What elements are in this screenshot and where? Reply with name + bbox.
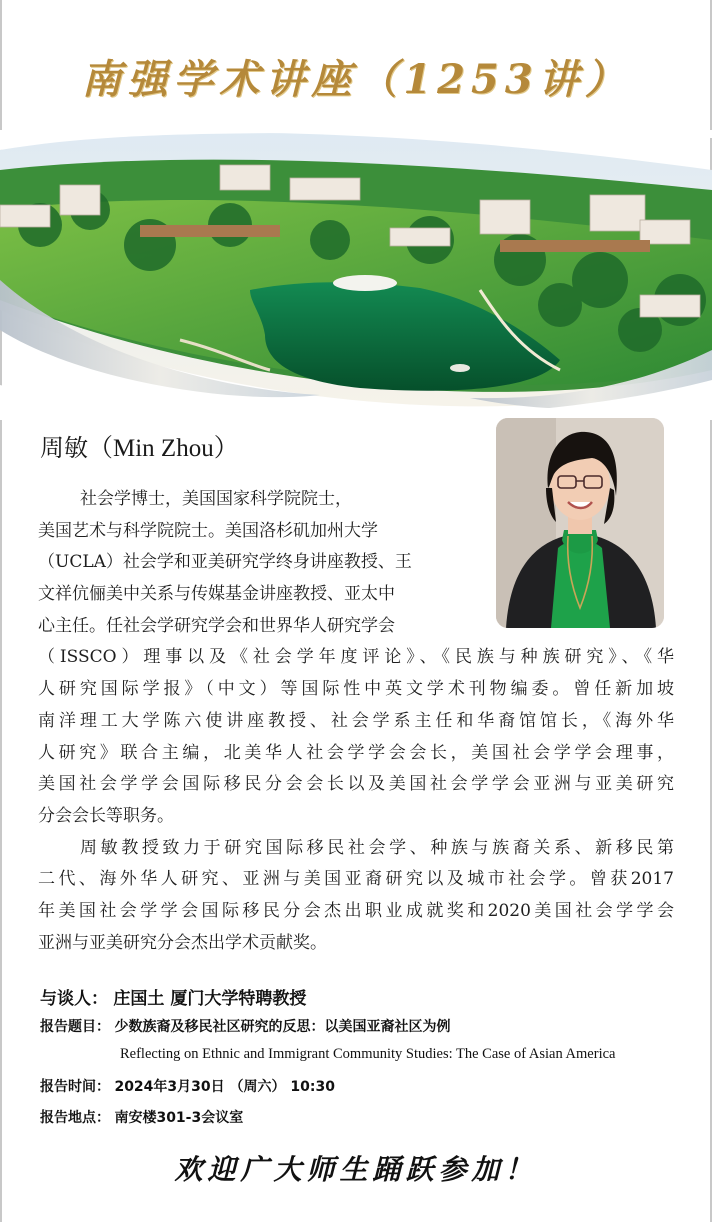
place-label: 报告地点：	[40, 1110, 110, 1126]
welcome-message: 欢迎广大师生踊跃参加！	[174, 1153, 538, 1186]
bio-line: 心主任。任社会学研究学会和世界华人研究学会	[38, 615, 395, 636]
discussant-value: 庄国土 厦门大学特聘教授	[113, 989, 307, 1009]
discussant-label: 与谈人：	[40, 989, 108, 1009]
place-value: 南安楼301-3会议室	[114, 1110, 244, 1126]
bio-line: 人研究》联合主编，北美华人社会学学会会长，美国社会学学会理事，	[38, 742, 674, 763]
bio-line: 美国艺术与科学院院士。美国洛杉矶加州大学	[38, 520, 378, 541]
bio-line: 亚洲与亚美研究分会杰出学术贡献奖。	[38, 932, 327, 953]
speaker-name	[40, 428, 239, 464]
bio-line: 人研究国际学报》（中文）等国际性中英文学术刊物编委。曾任新加坡	[38, 679, 674, 700]
topic-english: Reflecting on Ethnic and Immigrant Community Studies: The Case of Asian America	[120, 1046, 616, 1062]
bio-line: 美国社会学学会国际移民分会会长以及美国社会学学会亚洲与亚美研究	[38, 774, 674, 795]
place-row	[40, 1107, 243, 1127]
topic-label: 报告题目：	[40, 1019, 110, 1035]
bio-line: 分会会长等职务。	[38, 805, 174, 826]
speaker-name-cn: 周敏	[40, 434, 88, 462]
speaker-biography	[38, 484, 674, 959]
time-row	[40, 1076, 335, 1096]
bio-line: 社会学博士，美国国家科学院院士，	[80, 489, 352, 509]
bio-line: 南洋理工大学陈六使讲座教授、社会学系主任和华裔馆馆长，《海外华	[38, 710, 674, 731]
speaker-name-en: （Min Zhou）	[88, 435, 239, 462]
bio-line: （UCLA）社会学和亚美研究学终身讲座教授、王	[38, 552, 412, 573]
bio-line: 文祥伉俪美中关系与传媒基金讲座教授、亚太中	[38, 584, 395, 605]
time-label: 报告时间：	[40, 1079, 110, 1095]
topic-row	[40, 1016, 450, 1036]
bio-line: （ISSCO）理事以及《社会学年度评论》、《民族与种族研究》、《华	[38, 647, 674, 668]
lecture-title: 南强学术讲座（1253讲）	[81, 56, 631, 103]
bio-line: 二代、海外华人研究、亚洲与美国亚裔研究以及城市社会学。曾获2017	[38, 869, 674, 890]
bio-line: 年美国社会学学会国际移民分会杰出职业成就奖和2020美国社会学学会	[38, 900, 674, 921]
bio-line: 周敏教授致力于研究国际移民社会学、种族与族裔关系、新移民第	[80, 837, 674, 858]
campus-banner-image	[0, 130, 712, 420]
time-value: 2024年3月30日 （周六） 10:30	[114, 1079, 335, 1095]
topic-value: 少数族裔及移民社区研究的反思：以美国亚裔社区为例	[114, 1019, 451, 1035]
discussant-row	[40, 984, 306, 1009]
